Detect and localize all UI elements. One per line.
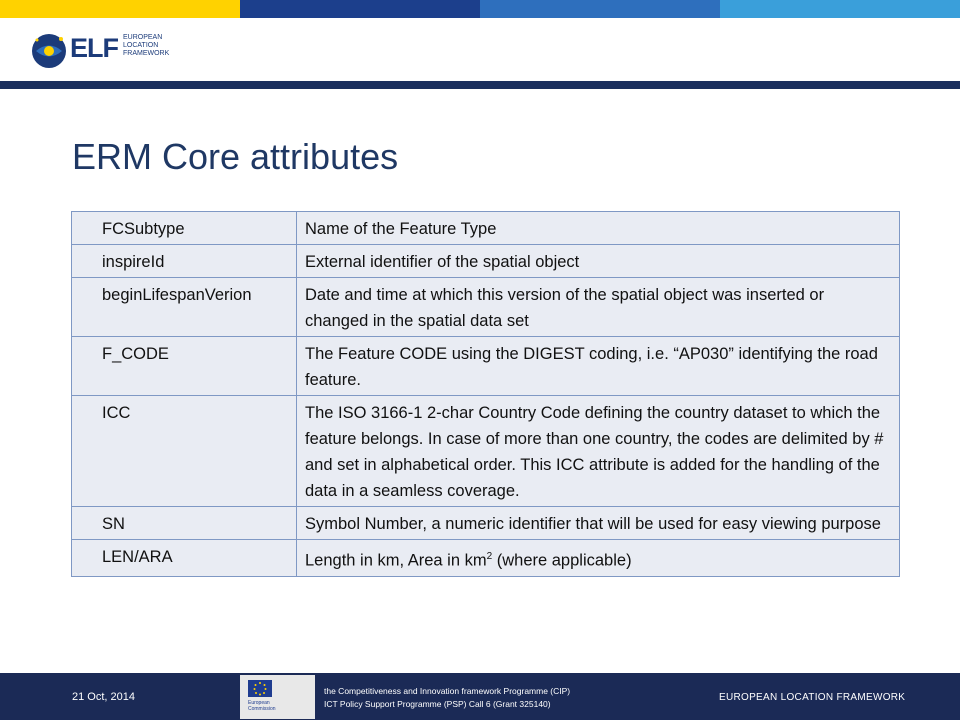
table-row	[72, 507, 900, 540]
stripe-blue	[480, 0, 720, 18]
table-row	[72, 278, 900, 337]
attribute-description: The Feature CODE using the DIGEST coding, i.e. “AP030” identifying the road feature.	[297, 337, 900, 396]
attributes-table	[71, 211, 900, 577]
attribute-name: inspireId	[72, 245, 297, 278]
desc-text-after: (where applicable)	[492, 551, 632, 570]
attribute-description: External identifier of the spatial object	[297, 245, 900, 278]
eu-flag-caption: European Commission	[248, 700, 276, 712]
stripe-lightblue	[720, 0, 960, 18]
attribute-name: ICC	[72, 396, 297, 507]
logo-subtitle: EUROPEAN LOCATION FRAMEWORK	[123, 34, 170, 57]
eu-flag-badge	[240, 675, 315, 719]
attribute-name: F_CODE	[72, 337, 297, 396]
attribute-description: Name of the Feature Type	[297, 212, 900, 245]
header-divider	[0, 81, 960, 89]
attribute-name: beginLifespanVerion	[72, 278, 297, 337]
footer	[0, 673, 960, 720]
table-row	[72, 245, 900, 278]
table-row	[72, 396, 900, 507]
table-row	[72, 540, 900, 577]
attribute-name: LEN/ARA	[72, 540, 297, 577]
globe-icon	[28, 30, 70, 72]
table-row	[72, 212, 900, 245]
stripe-yellow	[0, 0, 240, 18]
stripe-navy	[240, 0, 480, 18]
eu-flag-icon	[248, 680, 272, 697]
attribute-name: FCSubtype	[72, 212, 297, 245]
attribute-description: Date and time at which this version of the spatial object was inserted or changed in the spatial data set	[297, 278, 900, 337]
footer-org-name: EUROPEAN LOCATION FRAMEWORK	[719, 692, 906, 703]
logo-wordmark: ELF	[70, 33, 118, 63]
programme-text	[324, 685, 570, 711]
programme-line-1: the Competitiveness and Innovation framework Programme (CIP)	[324, 686, 571, 696]
desc-text: Length in km, Area in km	[305, 551, 487, 570]
table-row	[72, 337, 900, 396]
attribute-description: The ISO 3166-1 2-char Country Code defining the country dataset to which the feature belongs. In case of more than one country, the codes are delimited by # and set in alphabetical order. This ICC attribute is added for the handling of the data in a seamless coverage.	[297, 396, 900, 507]
attribute-description	[297, 540, 900, 577]
programme-line-2: ICT Policy Support Programme (PSP) Call 6 (Grant 325140)	[324, 699, 551, 709]
eu-stars-icon	[248, 680, 272, 697]
top-color-stripe	[0, 0, 960, 18]
elf-logo	[28, 30, 168, 70]
attribute-description: Symbol Number, a numeric identifier that will be used for easy viewing purpose	[297, 507, 900, 540]
footer-date: 21 Oct, 2014	[72, 691, 135, 703]
superscript: 2	[486, 551, 493, 562]
page-title: ERM Core attributes	[72, 136, 399, 177]
attribute-name: SN	[72, 507, 297, 540]
